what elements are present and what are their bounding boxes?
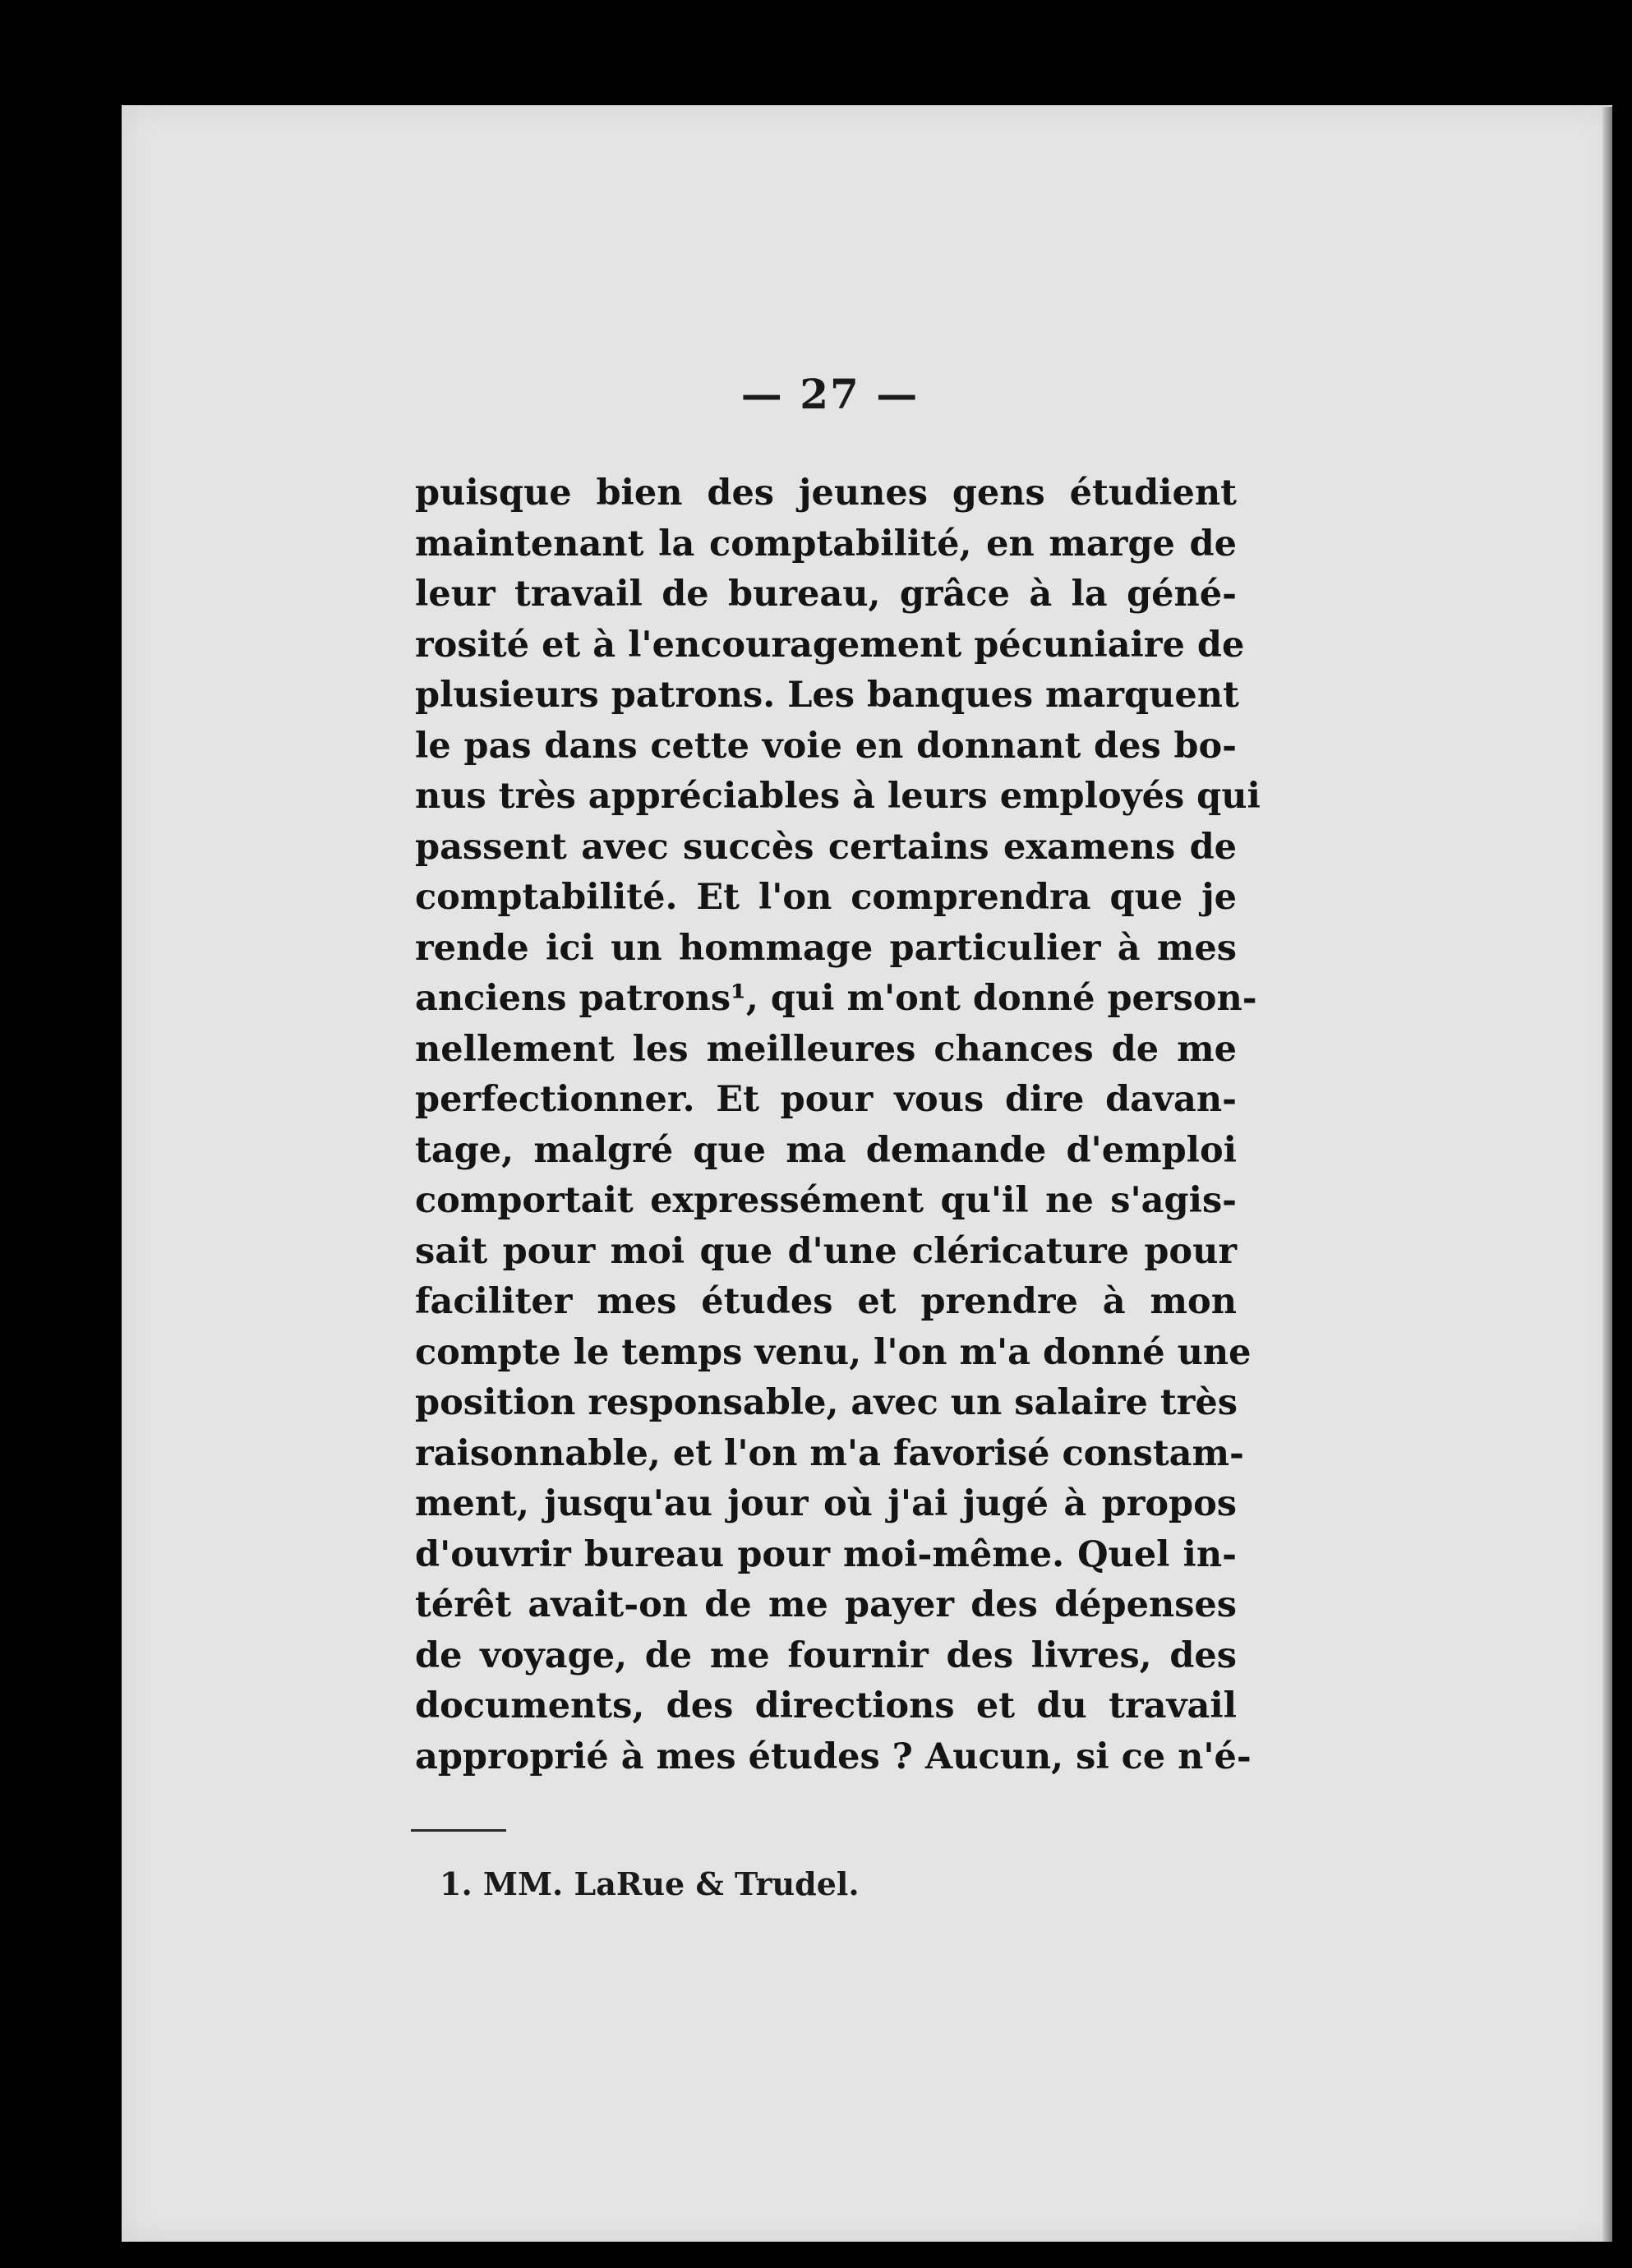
- text-line: de voyage, de me fournir des livres, des: [415, 1634, 1237, 1676]
- footnote-rule: [411, 1829, 506, 1832]
- text-line: puisque bien des jeunes gens étudient: [415, 472, 1237, 514]
- text-line: perfectionner. Et pour vous dire davan-: [415, 1079, 1237, 1120]
- text-line: comptabilité. Et l'on comprendra que je: [415, 877, 1237, 918]
- text-line: comportait expressément qu'il ne s'agis-: [415, 1180, 1237, 1221]
- text-line: leur travail de bureau, grâce à la géné-: [415, 574, 1237, 615]
- text-line: d'ouvrir bureau pour moi-même. Quel in-: [415, 1533, 1237, 1575]
- text-line: rende ici un hommage particulier à mes: [415, 927, 1237, 969]
- text-line: faciliter mes études et prendre à mon: [415, 1281, 1237, 1322]
- page-number: — 27 —: [740, 370, 920, 418]
- text-line: compte le temps venu, l'on m'a donné une: [415, 1331, 1252, 1373]
- text-line: ment, jusqu'au jour où j'ai jugé à propos: [415, 1483, 1237, 1524]
- text-line: approprié à mes études ? Aucun, si ce n'é-: [415, 1736, 1252, 1777]
- text-line: rosité et à l'encouragement pécuniaire de: [415, 624, 1245, 666]
- text-line: plusieurs patrons. Les banques marquent: [415, 675, 1239, 716]
- text-line: le pas dans cette voie en donnant des bo-: [415, 725, 1237, 767]
- page-right-edge: [1602, 107, 1612, 2242]
- text-line: tage, malgré que ma demande d'emploi: [415, 1129, 1237, 1171]
- body-text: [415, 468, 1261, 1782]
- text-line: documents, des directions et du travail: [415, 1685, 1237, 1726]
- text-line: anciens patrons¹, qui m'ont donné person-: [415, 978, 1257, 1019]
- text-line: maintenant la comptabilité, en marge de: [415, 523, 1237, 565]
- text-line: position responsable, avec un salaire très: [415, 1382, 1238, 1423]
- text-line: nus très appréciables à leurs employés qui: [415, 776, 1261, 817]
- text-line: sait pour moi que d'une cléricature pour: [415, 1230, 1237, 1272]
- text-line: passent avec succès certains examens de: [415, 826, 1237, 868]
- text-line: raisonnable, et l'on m'a favorisé constam-: [415, 1432, 1244, 1474]
- text-line: térêt avait-on de me payer des dépenses: [415, 1584, 1237, 1625]
- text-line: nellement les meilleures chances de me: [415, 1028, 1237, 1070]
- footnote: 1. MM. LaRue & Trudel.: [440, 1865, 860, 1902]
